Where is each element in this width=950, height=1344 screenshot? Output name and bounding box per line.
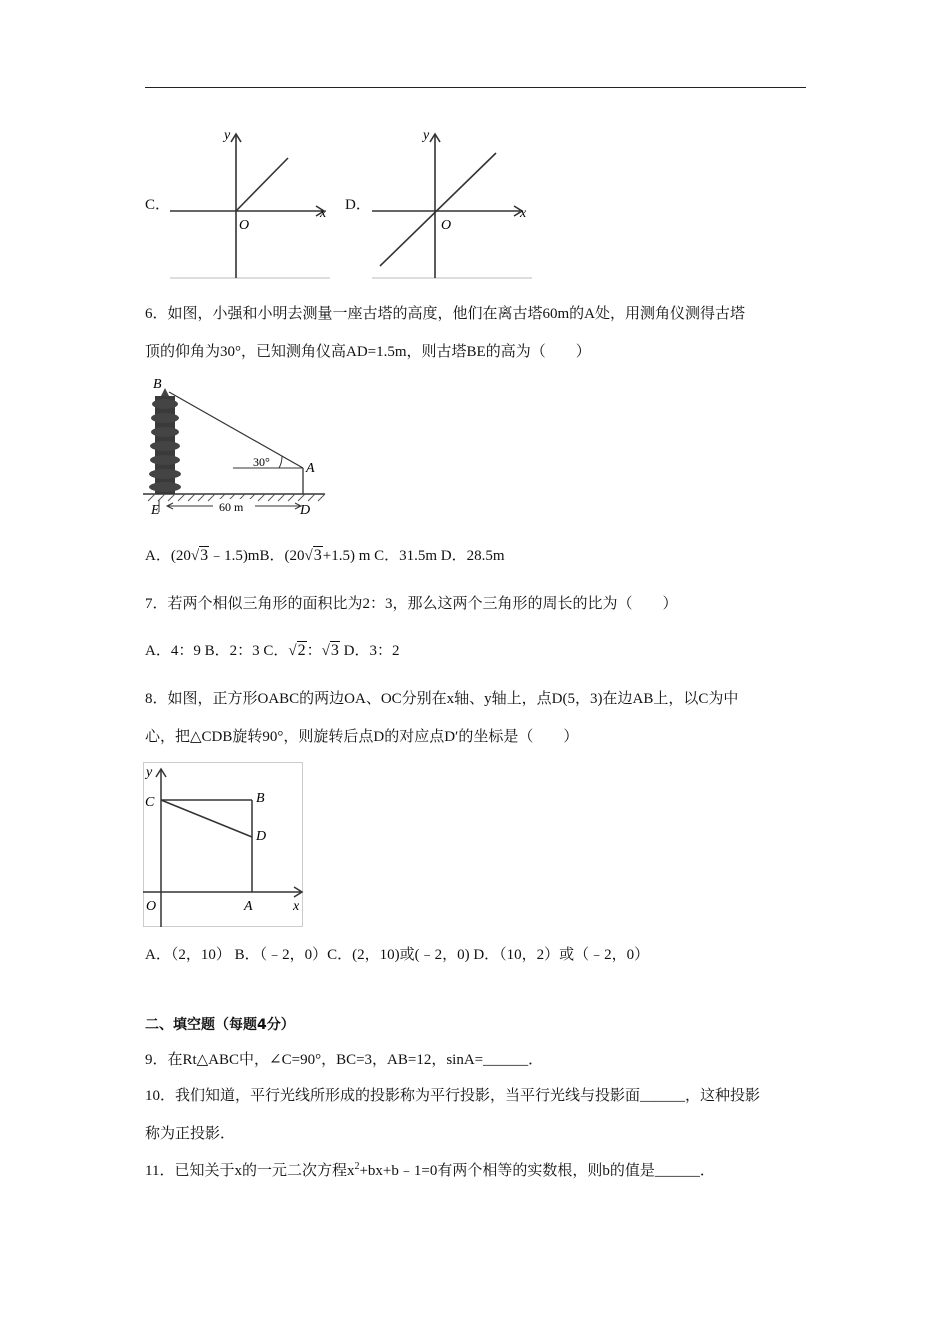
q5c-origin: O — [239, 218, 250, 233]
q7-stem: 7．若两个相似三角形的面积比为2：3，那么这两个三角形的周长的比为（ ） — [145, 596, 678, 612]
q11-sup: 2 — [354, 1161, 360, 1172]
q7-colon: ： — [306, 643, 322, 659]
q8-label-O: O — [146, 899, 157, 914]
q5c-axis-x: x — [320, 206, 327, 221]
q8-label-x: x — [293, 899, 300, 914]
q8-stem-line2: 心，把△CDB旋转90°，则旋转后点D的对应点D′的坐标是（ ） — [145, 729, 579, 745]
q7-rad2: 3 — [330, 642, 339, 659]
q6-option-a-pre: A．(20 — [145, 548, 191, 564]
q6-option-b-post: +1.5) m — [322, 548, 371, 564]
q9: 9．在Rt△ABC中，∠C=90°，BC=3，AB=12，sinA=______． — [145, 1052, 544, 1068]
q10 — [145, 1077, 807, 1153]
q8-label-y: y — [146, 765, 153, 780]
header-rule — [145, 87, 806, 88]
q5-graph-d — [372, 125, 532, 280]
q6-option-c: C．31.5m — [374, 548, 438, 564]
q6-label-dist: 60 m — [219, 500, 244, 514]
q5-option-c-label: C． — [145, 197, 171, 213]
sqrt-3-a: √3 — [190, 547, 209, 564]
q6-stem-line2: 顶的仰角为30°，已知测角仪高AD=1.5m，则古塔BE的高为（ ） — [145, 344, 591, 360]
q5-option-d-label: D． — [345, 197, 371, 213]
q11 — [145, 1157, 715, 1181]
sqrt-2: √2 — [288, 642, 306, 659]
q5d-axis-x: x — [520, 206, 527, 221]
q7-rad1: 2 — [297, 642, 306, 659]
q6-options — [145, 546, 505, 566]
q5d-axis-y: y — [423, 128, 430, 143]
section-2-title: 二、填空题（每题4分） — [145, 1017, 295, 1033]
q6-stem — [145, 295, 807, 371]
q7-option-b: B．2：3 — [204, 643, 260, 659]
q6-option-a-radicand: 3 — [200, 547, 209, 564]
q10-line2: 称为正投影． — [145, 1126, 236, 1142]
q11-pre: 11．已知关于x的一元二次方程x — [145, 1163, 355, 1179]
q8-label-D: D — [256, 829, 267, 844]
q8-label-B: B — [256, 791, 265, 806]
q8-label-C: C — [145, 795, 155, 810]
q7-options — [145, 641, 399, 661]
q6-option-b-radicand: 3 — [313, 547, 322, 564]
q6-label-angle: 30° — [253, 455, 270, 469]
q8-stem — [145, 680, 807, 756]
sqrt-3-b: √3 — [304, 547, 322, 564]
q7-option-d: D．3：2 — [343, 643, 400, 659]
q6-label-D: D — [300, 503, 311, 516]
q8-options: A．（2，10） B．（﹣2，0）C．(2，10)或(﹣2，0) D．（10，2）或（﹣2，0） — [145, 947, 650, 963]
q7-option-a: A．4：9 — [145, 643, 201, 659]
q6-label-E: E — [151, 503, 160, 516]
q8-label-A: A — [244, 899, 253, 914]
q6-option-d: D．28.5m — [440, 548, 505, 564]
q11-post: +bx+b﹣1=0有两个相等的实数根，则b的值是______． — [359, 1163, 715, 1179]
q10-line1: 10．我们知道，平行光线所形成的投影称为平行投影，当平行光线与投影面______，这种投影 — [145, 1088, 761, 1104]
q6-option-b-pre: B．(20 — [259, 548, 305, 564]
q5d-origin: O — [441, 218, 452, 233]
q6-stem-line1: 6．如图，小强和小明去测量一座古塔的高度，他们在离古塔60m的A处，用测角仪测得古塔 — [145, 306, 746, 322]
q6-label-B: B — [153, 377, 162, 392]
q5-graph-c — [170, 125, 330, 280]
q8-stem-line1: 8．如图，正方形OABC的两边OA、OC分别在x轴、y轴上，点D(5，3)在边AB上，以C为中 — [145, 691, 739, 707]
q6-label-A: A — [306, 461, 315, 476]
sqrt-3: √3 — [321, 642, 339, 659]
q5c-axis-y: y — [224, 128, 231, 143]
q6-figure — [143, 374, 328, 516]
q7-option-c-pre: C． — [263, 643, 289, 659]
q6-option-a-post: ﹣1.5)m — [209, 548, 260, 564]
q8-figure — [143, 762, 304, 928]
